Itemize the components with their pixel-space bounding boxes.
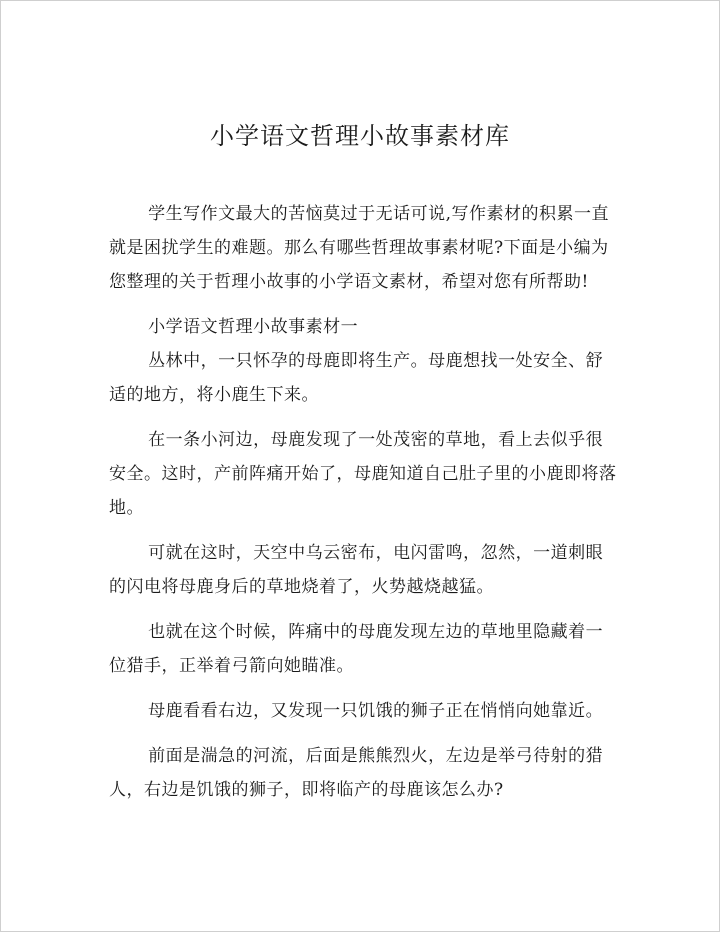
section-heading: 小学语文哲理小故事素材一 — [148, 317, 359, 337]
paragraph: 可就在这时，天空中乌云密布，电闪雷鸣，忽然，一道刺眼的闪电将母鹿身后的草地烧着了，火势越烧越猛。 — [109, 543, 604, 597]
paragraph: 在一条小河边，母鹿发现了一处茂密的草地，看上去似乎很安全。这时，产前阵痛开始了，母鹿知道自己肚子里的小鹿即将落地。 — [109, 430, 617, 518]
document-title: 小学语文哲理小故事素材库 — [210, 122, 510, 150]
paragraph: 母鹿看看右边，又发现一只饥饿的狮子正在悄悄向她靠近。 — [148, 701, 604, 721]
paragraph-intro: 学生写作文最大的苦恼莫过于无话可说,写作素材的积累一直就是困扰学生的难题。那么有哪些哲理故事素材呢?下面是小编为您整理的关于哲理小故事的小学语文素材，希望对您有所帮助! — [109, 204, 609, 292]
paragraph: 也就在这个时候，阵痛中的母鹿发现左边的草地里隐藏着一位猎手，正举着弓箭向她瞄准。 — [109, 622, 604, 676]
paragraph: 丛林中，一只怀孕的母鹿即将生产。母鹿想找一处安全、舒适的地方，将小鹿生下来。 — [109, 351, 604, 405]
document-body — [109, 197, 619, 818]
paragraph: 前面是湍急的河流，后面是熊熊烈火，左边是举弓待射的猎人，右边是饥饿的狮子，即将临产的母鹿该怎么办? — [109, 746, 604, 800]
